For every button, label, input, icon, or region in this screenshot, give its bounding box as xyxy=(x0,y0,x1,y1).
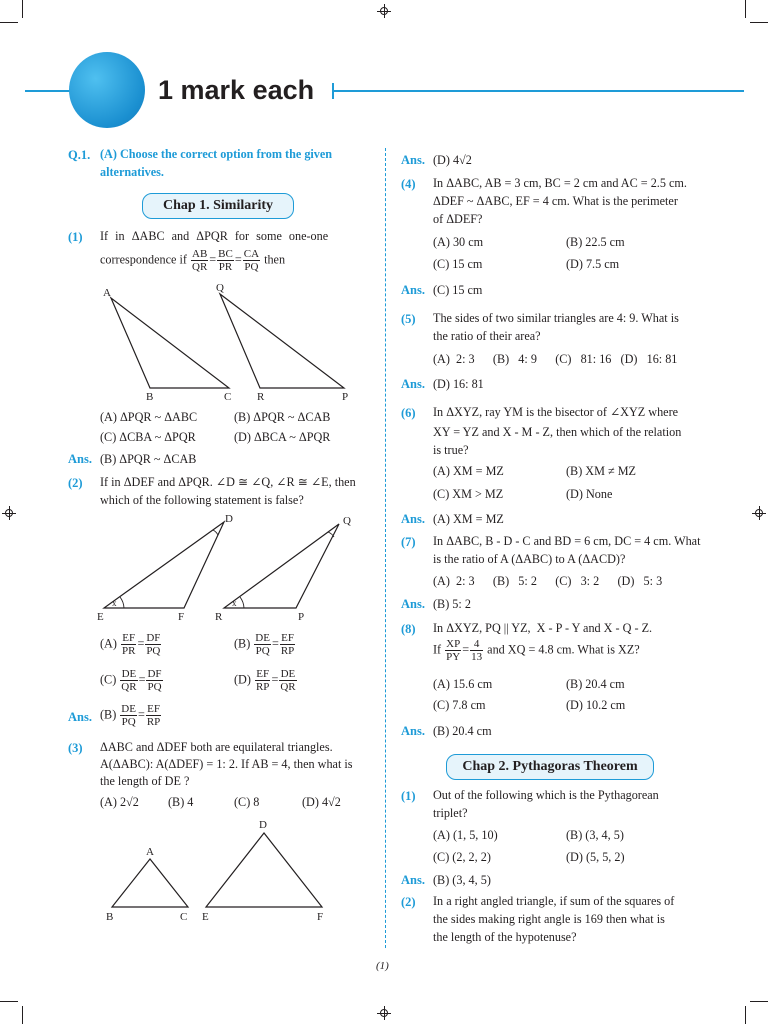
p3-option-d: (D) 4√2 xyxy=(302,795,341,809)
p1-line2-pre: correspondence if xyxy=(100,252,187,267)
p4-option-c: (C) 15 cm xyxy=(433,257,483,271)
q1-text-line2: alternatives. xyxy=(100,164,164,179)
fraction: $\frac{DE}{PQ}$ xyxy=(255,632,270,657)
crop-mark xyxy=(0,1001,18,1002)
p8-line2: If $\frac{XP}{PY}$ = $\frac{4}{13}$ and XQ = 4.8 cm. What is XZ? xyxy=(433,638,640,663)
p8-option-a: (A) 15.6 cm xyxy=(433,677,493,691)
p4-option-a: (A) 30 cm xyxy=(433,235,484,249)
label-a: A xyxy=(103,287,111,299)
triangle-qrp xyxy=(220,294,344,388)
p1-option-b: (B) ΔPQR ~ ΔCAB xyxy=(234,410,331,424)
c2-p1-line1: Out of the following which is the Pythagorean xyxy=(433,788,659,802)
registration-mark-right-icon xyxy=(752,506,766,520)
header-line-right xyxy=(334,90,744,92)
p3-option-c: (C) 8 xyxy=(234,795,260,809)
p1-option-d: (D) ΔBCA ~ ΔPQR xyxy=(234,430,331,444)
p5-line2: the ratio of their area? xyxy=(433,329,541,343)
angle-arc-d xyxy=(213,530,218,535)
label-q: Q xyxy=(216,282,224,294)
p2-option-d: (D) $\frac{EF}{RP}$ = $\frac{DE}{QR}$ xyxy=(234,668,296,693)
label-e: E xyxy=(202,911,209,923)
fraction-ca-pq: $\frac{CA}{PQ}$ xyxy=(243,248,260,273)
p7-number: (7) xyxy=(401,535,416,549)
p1-answer-label: Ans. xyxy=(68,452,92,466)
label-b: B xyxy=(146,391,154,400)
c2-p1-answer: (B) (3, 4, 5) xyxy=(433,873,491,887)
fraction: $\frac{EF}{RP}$ xyxy=(146,703,161,728)
chapter-heading-similarity: Chap 1. Similarity xyxy=(142,193,294,219)
c2-p1-option-c: (C) (2, 2, 2) xyxy=(433,850,491,864)
p7-options: (A) 2: 3 (B) 5: 2 (C) 3: 2 (D) 5: 3 xyxy=(433,574,663,588)
p3-line2: A(ΔABC): A(ΔDEF) = 1: 2. If AB = 4, then what is xyxy=(100,757,353,771)
label-b: B xyxy=(106,911,114,923)
p8-line2-post: and XQ = 4.8 cm. What is XZ? xyxy=(487,642,640,657)
c2-p2-number: (2) xyxy=(401,895,416,909)
label-x-r: x xyxy=(232,598,237,608)
header-line-left xyxy=(25,90,71,92)
p8-option-d: (D) 10.2 cm xyxy=(566,698,626,712)
triangle-abc xyxy=(111,298,229,388)
p2-option-c: (C) $\frac{DE}{QR}$ = $\frac{DF}{PQ}$ xyxy=(100,668,162,693)
crop-mark xyxy=(750,1001,768,1002)
p3-option-a: (A) 2√2 xyxy=(100,795,139,809)
p1-number: (1) xyxy=(68,230,83,244)
c2-p1-option-d: (D) (5, 5, 2) xyxy=(566,850,625,864)
c2-p2-line2: the sides making right angle is 169 then what is xyxy=(433,912,665,926)
p4-answer-label: Ans. xyxy=(401,283,425,297)
q1-label: Q.1. xyxy=(68,148,91,162)
fraction: $\frac{EF}{RP}$ xyxy=(255,668,270,693)
column-divider xyxy=(385,148,386,948)
p2-answer-label: Ans. xyxy=(68,710,92,724)
p8-option-c: (C) 7.8 cm xyxy=(433,698,486,712)
p1-answer: (B) ΔPQR ~ ΔCAB xyxy=(100,452,197,466)
p5-number: (5) xyxy=(401,312,416,326)
label-q: Q xyxy=(343,515,351,527)
p5-answer-label: Ans. xyxy=(401,377,425,391)
p4-line1: In ΔABC, AB = 3 cm, BC = 2 cm and AC = 2.5 cm. xyxy=(433,176,687,190)
p7-line1: In ΔABC, B - D - C and BD = 6 cm, DC = 4 cm. What xyxy=(433,534,701,548)
option-letter: (C) xyxy=(100,672,117,687)
p2-number: (2) xyxy=(68,476,83,490)
label-c: C xyxy=(180,911,188,923)
crop-mark xyxy=(0,22,18,23)
label-r: R xyxy=(257,391,265,400)
triangle-qrp xyxy=(224,524,339,608)
crop-mark xyxy=(22,0,23,18)
c2-p2-line1: In a right angled triangle, if sum of the squares of xyxy=(433,894,675,908)
c2-p1-number: (1) xyxy=(401,789,416,803)
p4-line2: ΔDEF ~ ΔABC, EF = 4 cm. What is the perimeter xyxy=(433,194,678,208)
p4-answer: (C) 15 cm xyxy=(433,283,483,297)
fraction: $\frac{DF}{PQ}$ xyxy=(147,668,162,693)
crop-mark xyxy=(745,1006,746,1024)
fraction: $\frac{EF}{PR}$ xyxy=(121,632,136,657)
label-c: C xyxy=(224,391,232,400)
p2-triangles-diagram xyxy=(94,510,364,624)
triangle-abc xyxy=(112,859,188,907)
option-letter: (A) xyxy=(100,636,117,651)
p6-line2: XY = YZ and X - M - Z, then which of the relation xyxy=(433,425,682,439)
p4-line3: of ΔDEF? xyxy=(433,212,483,226)
p5-line1: The sides of two similar triangles are 4: 9. What is xyxy=(433,311,679,325)
p4-number: (4) xyxy=(401,177,416,191)
p7-line2: is the ratio of A (ΔABC) to A (ΔACD)? xyxy=(433,552,626,566)
p4-option-d: (D) 7.5 cm xyxy=(566,257,620,271)
p6-answer: (A) XM = MZ xyxy=(433,512,504,526)
p1-option-c: (C) ΔCBA ~ ΔPQR xyxy=(100,430,196,444)
p7-answer: (B) 5: 2 xyxy=(433,597,471,611)
p1-option-a: (A) ΔPQR ~ ΔABC xyxy=(100,410,198,424)
p1-line1: If in ΔABC and ΔPQR for some one-one xyxy=(100,229,329,243)
equals: = xyxy=(234,252,242,267)
c2-p1-option-a: (A) (1, 5, 10) xyxy=(433,828,498,842)
label-d: D xyxy=(225,513,233,525)
registration-mark-left-icon xyxy=(2,506,16,520)
header-circle-icon xyxy=(69,52,145,128)
p5-options: (A) 2: 3 (B) 4: 9 (C) 81: 16 (D) 16: 81 xyxy=(433,352,678,366)
crop-mark xyxy=(750,22,768,23)
p3-number: (3) xyxy=(68,741,83,755)
fraction: $\frac{EF}{RP}$ xyxy=(280,632,295,657)
option-letter: (D) xyxy=(234,672,251,687)
p8-line1: In ΔXYZ, PQ || YZ, X - P - Y and X - Q - Z. xyxy=(433,621,653,635)
label-p: P xyxy=(298,611,305,623)
p8-answer: (B) 20.4 cm xyxy=(433,724,492,738)
crop-mark xyxy=(22,1006,23,1024)
p2-line1: If in ΔDEF and ΔPQR. ∠D ≅ ∠Q, ∠R ≅ ∠E, then xyxy=(100,475,356,489)
answer-option: (B) xyxy=(100,707,117,722)
label-f: F xyxy=(317,911,324,923)
label-r: R xyxy=(215,611,223,623)
fraction: $\frac{DE}{PQ}$ xyxy=(121,703,136,728)
registration-mark-top-icon xyxy=(377,4,391,18)
p8-answer-label: Ans. xyxy=(401,724,425,738)
p3-answer-label: Ans. xyxy=(401,153,425,167)
fraction: $\frac{DF}{PQ}$ xyxy=(146,632,161,657)
c2-p1-line2: triplet? xyxy=(433,806,468,820)
label-d: D xyxy=(259,819,267,831)
p6-number: (6) xyxy=(401,406,416,420)
fraction-ab-qr: $\frac{AB}{QR}$ xyxy=(192,248,208,273)
option-letter: (B) xyxy=(234,636,251,651)
p2-option-b: (B) $\frac{DE}{PQ}$ = $\frac{EF}{RP}$ xyxy=(234,632,295,657)
fraction-bc-pr: $\frac{BC}{PR}$ xyxy=(218,248,233,273)
label-f: F xyxy=(178,611,185,623)
p1-line2-post: then xyxy=(264,252,286,267)
fraction: $\frac{DE}{QR}$ xyxy=(121,668,137,693)
angle-arc-r xyxy=(240,597,244,608)
p1-line2 xyxy=(100,248,285,273)
label-p: P xyxy=(342,391,349,400)
p2-answer: (B) $\frac{DE}{PQ}$ = $\frac{EF}{RP}$ xyxy=(100,703,161,728)
p3-answer: (D) 4√2 xyxy=(433,153,472,167)
p3-line3: the length of DE ? xyxy=(100,774,190,788)
p3-option-b: (B) 4 xyxy=(168,795,194,809)
crop-mark xyxy=(745,0,746,18)
equals: = xyxy=(209,252,217,267)
p2-line2: which of the following statement is false? xyxy=(100,493,304,507)
p1-triangles-diagram xyxy=(96,282,366,400)
p6-line1: In ΔXYZ, ray YM is the bisector of ∠XYZ where xyxy=(433,405,679,419)
registration-mark-bottom-icon xyxy=(377,1006,391,1020)
c2-p2-line3: the length of the hypotenuse? xyxy=(433,930,577,944)
angle-arc-e xyxy=(120,597,124,608)
fraction: $\frac{DE}{QR}$ xyxy=(280,668,296,693)
p8-option-b: (B) 20.4 cm xyxy=(566,677,625,691)
page-title: 1 mark each xyxy=(158,75,315,105)
triangle-def xyxy=(206,833,322,907)
fraction-xp-py: $\frac{XP}{PY}$ xyxy=(446,638,461,663)
page-number: (1) xyxy=(376,960,389,972)
p3-line1: ΔABC and ΔDEF both are equilateral triangles. xyxy=(100,740,333,754)
p4-option-b: (B) 22.5 cm xyxy=(566,235,625,249)
p7-answer-label: Ans. xyxy=(401,597,425,611)
p6-option-c: (C) XM > MZ xyxy=(433,487,504,501)
fraction-4-13: $\frac{4}{13}$ xyxy=(471,638,483,663)
q1-text xyxy=(100,146,368,181)
label-a: A xyxy=(146,846,154,858)
p8-line2-pre: If xyxy=(433,642,442,657)
label-e: E xyxy=(97,611,104,623)
p6-option-a: (A) XM = MZ xyxy=(433,464,504,478)
p5-answer: (D) 16: 81 xyxy=(433,377,484,391)
c2-p1-answer-label: Ans. xyxy=(401,873,425,887)
p6-answer-label: Ans. xyxy=(401,512,425,526)
c2-p1-option-b: (B) (3, 4, 5) xyxy=(566,828,624,842)
chapter-heading-pythagoras: Chap 2. Pythagoras Theorem xyxy=(446,754,654,780)
q1-text-line1: (A) Choose the correct option from the given xyxy=(100,147,333,161)
p3-triangles-diagram xyxy=(100,815,340,925)
triangle-def xyxy=(104,522,224,608)
label-x-e: x xyxy=(112,598,117,608)
p6-option-b: (B) XM ≠ MZ xyxy=(566,464,636,478)
p6-line3: is true? xyxy=(433,443,469,457)
p8-number: (8) xyxy=(401,622,416,636)
p6-option-d: (D) None xyxy=(566,487,613,501)
p2-option-a: (A) $\frac{EF}{PR}$ = $\frac{DF}{PQ}$ xyxy=(100,632,161,657)
